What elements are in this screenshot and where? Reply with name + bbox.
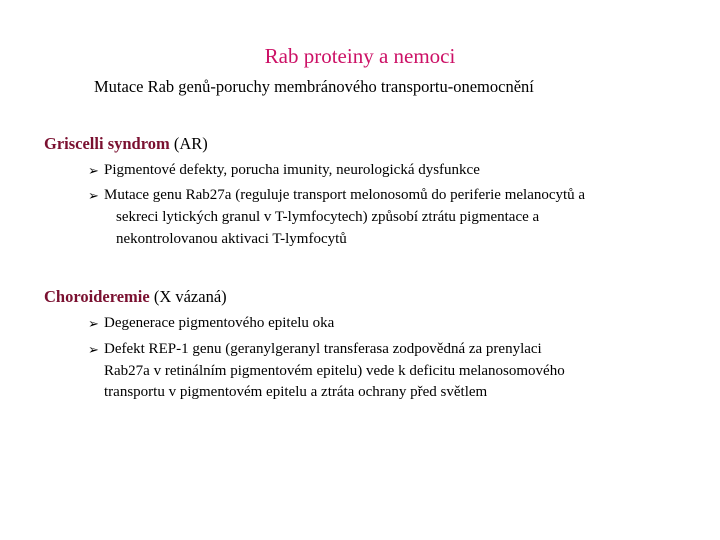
slide-subtitle: Mutace Rab genů-poruchy membránového transportu-onemocnění <box>94 77 534 96</box>
bullet-text: sekreci lytických granul v T-lymfocytech) způsobí ztrátu pigmentace a <box>116 209 540 225</box>
section-qualifier: (X vázaná) <box>153 287 227 306</box>
bullet-text: Rab27a v retinálním pigmentovém epitelu) vede k deficitu melanosomového <box>104 363 565 379</box>
section-name: Choroideremie <box>44 287 150 306</box>
bullet-text: Defekt REP-1 genu (geranylgeranyl transferasa zodpovědná za prenylaci <box>104 341 542 357</box>
arrow-bullet-icon: ➢ <box>88 342 99 357</box>
arrow-bullet-icon: ➢ <box>88 188 99 203</box>
section-heading-choroideremie <box>44 287 227 307</box>
bullet-text: nekontrolovanou aktivaci T-lymfocytů <box>116 231 347 247</box>
arrow-bullet-icon: ➢ <box>88 163 99 178</box>
section-qualifier: (AR) <box>173 134 208 153</box>
bullet-text: Degenerace pigmentového epitelu oka <box>104 315 335 331</box>
arrow-bullet-icon: ➢ <box>88 316 99 331</box>
bullet-text: transportu v pigmentovém epitelu a ztráta ochrany před světlem <box>104 384 488 400</box>
bullet-text: Mutace genu Rab27a (reguluje transport melonosomů do periferie melanocytů a <box>104 187 586 203</box>
section-heading-griscelli <box>44 134 208 154</box>
bullet-text: Pigmentové defekty, porucha imunity, neurologická dysfunkce <box>104 162 480 178</box>
section-name: Griscelli syndrom <box>44 134 170 153</box>
slide-title: Rab proteiny a nemoci <box>264 44 456 68</box>
